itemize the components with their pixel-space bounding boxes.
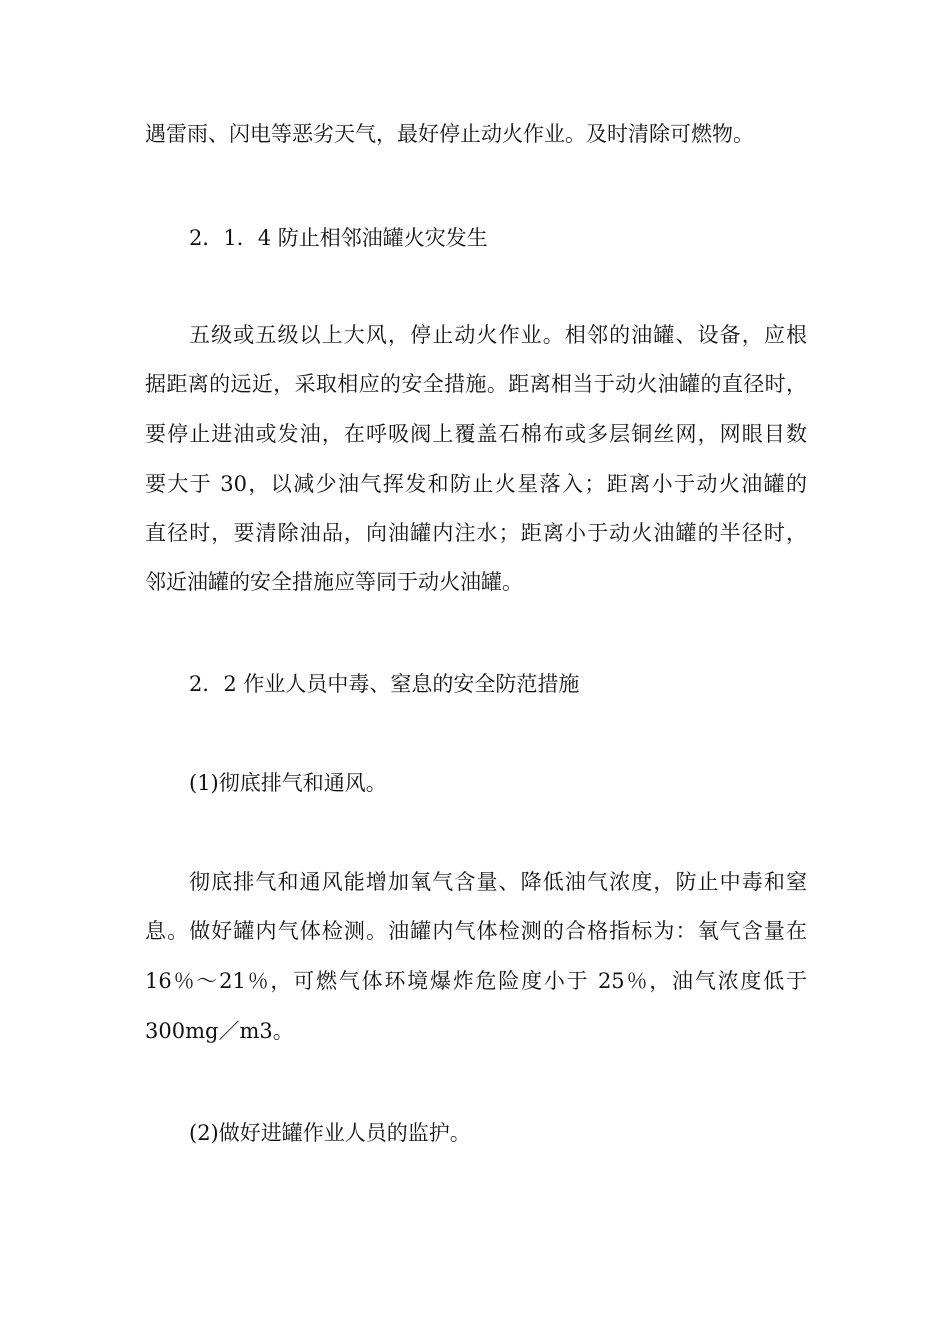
paragraph-line: 息。做好罐内气体检测。油罐内气体检测的合格指标为：氧气含量在 xyxy=(145,919,807,943)
paragraph-line: 16％～21％，可燃气体环境爆炸危险度小于 25％，油气浓度低于 xyxy=(145,969,807,993)
paragraph-line: 要停止进油或发油，在呼吸阀上覆盖石棉布或多层铜丝网，网眼目数 xyxy=(145,422,807,446)
paragraph-line: 直径时，要清除油品，向油罐内注水；距离小于动火油罐的半径时， xyxy=(145,521,807,545)
list-item-title-1: (1)彻底排气和通风。 xyxy=(189,771,387,795)
section-heading-2-1-4: 2．1．4 防止相邻油罐火灾发生 xyxy=(189,226,488,250)
paragraph-line: 遇雷雨、闪电等恶劣天气，最好停止动火作业。及时清除可燃物。 xyxy=(145,122,754,146)
list-item-title-2: (2)做好进罐作业人员的监护。 xyxy=(189,1121,471,1145)
paragraph-line: 五级或五级以上大风，停止动火作业。相邻的油罐、设备，应根 xyxy=(189,323,807,347)
section-heading-2-2: 2．2 作业人员中毒、窒息的安全防范措施 xyxy=(189,672,580,696)
paragraph-line: 彻底排气和通风能增加氧气含量、降低油气浓度，防止中毒和窒 xyxy=(189,870,807,894)
paragraph-line: 300mg／m3。 xyxy=(145,1019,294,1043)
paragraph-line: 邻近油罐的安全措施应等同于动火油罐。 xyxy=(145,570,523,594)
paragraph-line: 要大于 30，以减少油气挥发和防止火星落入；距离小于动火油罐的 xyxy=(145,472,807,496)
paragraph-line: 据距离的远近，采取相应的安全措施。距离相当于动火油罐的直径时， xyxy=(145,372,807,396)
